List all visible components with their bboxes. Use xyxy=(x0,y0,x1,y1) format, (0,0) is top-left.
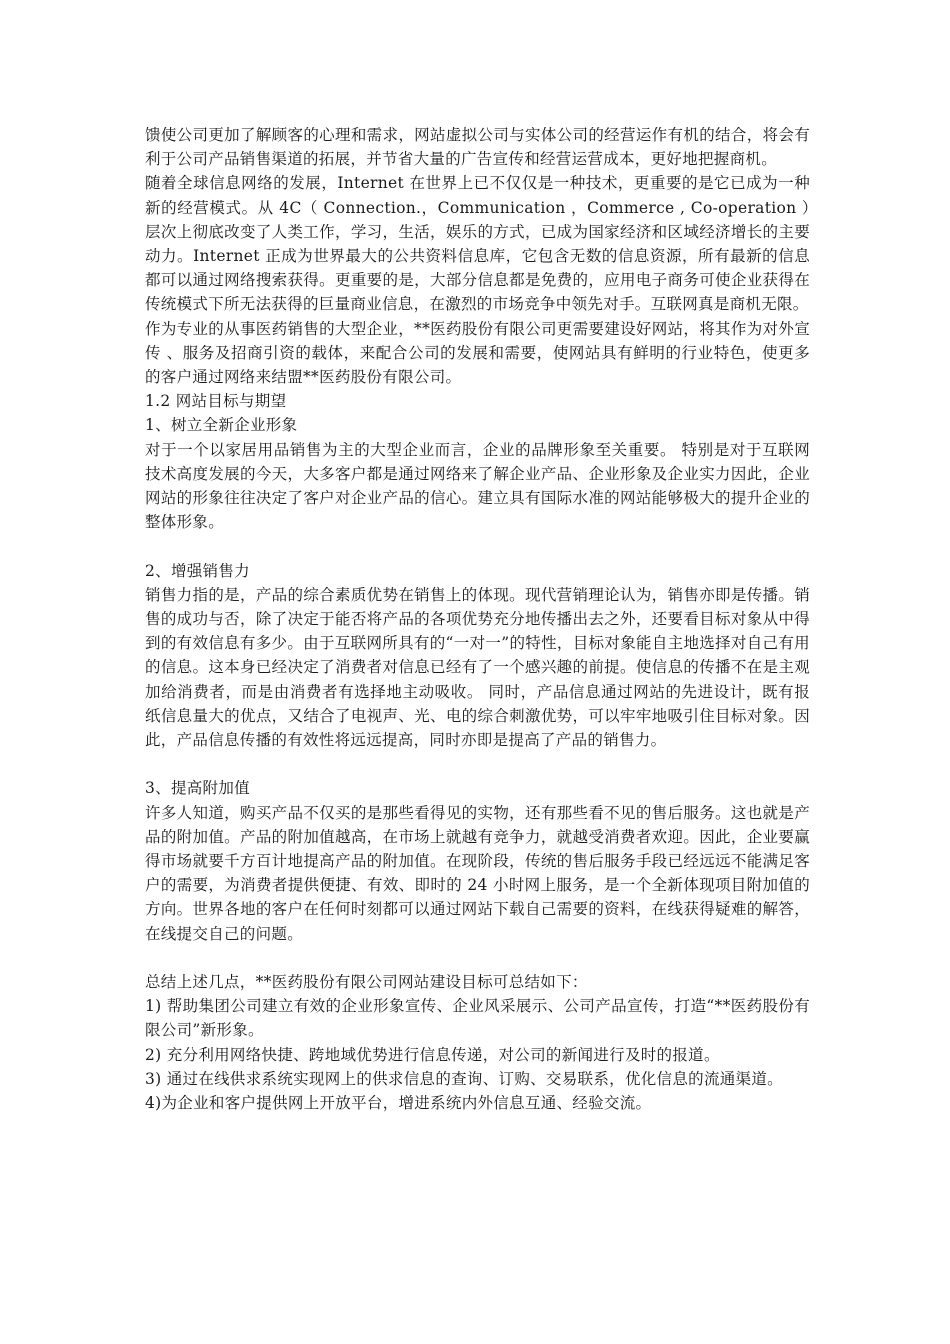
document-body xyxy=(145,123,810,1115)
subheading-value: 3、提高附加值 xyxy=(145,779,250,798)
blank-line xyxy=(145,534,810,558)
list-item-goal-2: 2) 充分利用网络快捷、跨地域优势进行信息传递，对公司的新闻进行及时的报道。 xyxy=(145,1045,720,1064)
paragraph-summary: 总结上述几点，**医药股份有限公司网站建设目标可总结如下： xyxy=(145,973,588,992)
paragraph-intro: 馈使公司更加了解顾客的心理和需求，网站虚拟公司与实体公司的经营运作有机的结合，将会有利于公司产品销售渠道的拓展，并节省大量的广告宣传和经营运营成本，更好地把握商机。 xyxy=(145,126,810,169)
list-item-goal-1: 1) 帮助集团公司建立有效的企业形象宣传、企业风采展示、公司产品宣传，打造“**医药股份有限公司”新形象。 xyxy=(145,997,810,1040)
paragraph-sales: 销售力指的是，产品的综合素质优势在销售上的体现。现代营销理论认为，销售亦即是传播。销售的成功与否，除了决定于能否将产品的各项优势充分地传播出去之外，还要看目标对象从中得到的有效信息有多少。由于互联网所具有的“一对一”的特性，目标对象能自主地选择对自己有用的信息。这本身已经决定了消费者对信息已经有了一个感兴趣的前提。使信息的传播不在是主观加给消费者，而是由消费者有选择地主动吸收。 同时，产品信息通过网站的先进设计，既有报纸信息量大的优点，又结合了电视声、光、电的综合刺激优势，可以牢牢地吸引住目标对象。因此，产品信息传播的有效性将远远提高，同时亦即是提高了产品的销售力。 xyxy=(145,585,810,750)
blank-line xyxy=(145,946,810,970)
paragraph-enterprise: 作为专业的从事医药销售的大型企业，**医药股份有限公司更需要建设好网站，将其作为对外宣传 、服务及招商引资的载体，来配合公司的发展和需要，使网站具有鲜明的行业特色，使更多的客户通过网络来结盟**医药股份有限公司。 xyxy=(145,319,810,387)
list-item-goal-3: 3) 通过在线供求系统实现网上的供求信息的查询、订购、交易联系，优化信息的流通渠道。 xyxy=(145,1069,783,1088)
subheading-image: 1、树立全新企业形象 xyxy=(145,416,298,435)
section-heading-goals: 1.2 网站目标与期望 xyxy=(145,392,287,411)
blank-line xyxy=(145,752,810,776)
subheading-sales: 2、增强销售力 xyxy=(145,561,250,580)
list-item-goal-4: 4)为企业和客户提供网上开放平台，增进系统内外信息互通、经验交流。 xyxy=(145,1094,652,1113)
paragraph-image: 对于一个以家居用品销售为主的大型企业而言，企业的品牌形象至关重要。 特别是对于互联网技术高度发展的今天，大多客户都是通过网络来了解企业产品、企业形象及企业实力因此，企业网站的形象往往决定了客户对企业产品的信心。建立具有国际水准的网站能够极大的提升企业的整体形象。 xyxy=(145,440,810,532)
paragraph-internet: 随着全球信息网络的发展，Internet 在世界上已不仅仅是一种技术，更重要的是它已成为一种新的经营模式。从 4C（ Connection.，Communication ，Commerce , Co-operation ）层次上彻底改变了人类工作，学习，生活，娱乐的方式，已成为国家经济和区域经济增长的主要动力。Internet 正成为世界最大的公共资料信息库，它包含无数的信息资源，所有最新的信息都可以通过网络搜索获得。更重要的是，大部分信息都是免费的，应用电子商务可使企业获得在传统模式下所无法获得的巨量商业信息，在激烈的市场竞争中领先对手。互联网真是商机无限。 xyxy=(145,174,810,314)
paragraph-value: 许多人知道，购买产品不仅买的是那些看得见的实物，还有那些看不见的售后服务。这也就是产品的附加值。产品的附加值越高，在市场上就越有竞争力，就越受消费者欢迎。因此，企业要赢得市场就要千方百计地提高产品的附加值。在现阶段，传统的售后服务手段已经远远不能满足客户的需要，为消费者提供便捷、有效、即时的 24 小时网上服务，是一个全新体现项目附加值的方向。世界各地的客户在任何时刻都可以通过网站下载自己需要的资料，在线获得疑难的解答，在线提交自己的问题。 xyxy=(145,803,810,943)
